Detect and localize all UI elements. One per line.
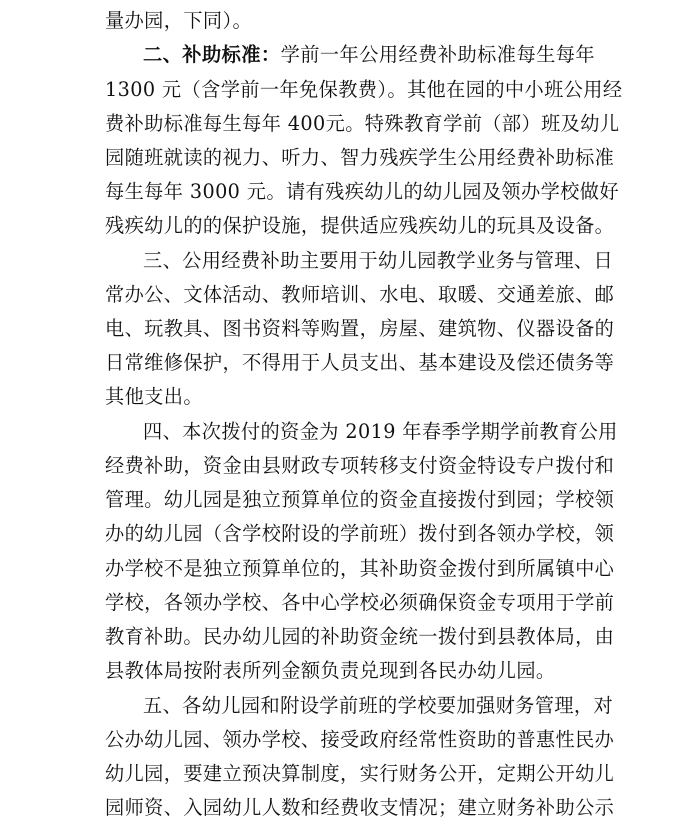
text-line: 县教体局按附表所列金额负责兑现到各民办幼儿园。 [105, 654, 595, 688]
text-line: 每生每年 3000 元。请有残疾幼儿的幼儿园及领办学校做好 [105, 175, 595, 209]
text-line: 经费补助，资金由县财政专项转移支付资金特设专户拨付和 [105, 449, 595, 483]
paragraph-subsidy-standard [105, 38, 595, 243]
text-line: 园师资、入园幼儿人数和经费收支情况；建立财务补助公示 [105, 791, 595, 825]
text-line: 公办幼儿园、领办学校、接受政府经常性资助的普惠性民办 [105, 723, 595, 757]
section-heading: 二、补助标准： [143, 43, 281, 66]
text-line: 量办园，下同）。 [105, 4, 595, 38]
text-line: 其他支出。 [105, 380, 595, 414]
text-line: 四、本次拨付的资金为 2019 年春季学期学前教育公用 [105, 415, 595, 449]
text-line: 幼儿园，要建立预决算制度，实行财务公开，定期公开幼儿 [105, 757, 595, 791]
text-line: 园随班就读的视力、听力、智力残疾学生公用经费补助标准 [105, 141, 595, 175]
text-line: 五、各幼儿园和附设学前班的学校要加强财务管理，对 [105, 689, 595, 723]
text-line: 教育补助。民办幼儿园的补助资金统一拨付到县教体局，由 [105, 620, 595, 654]
paragraph-fund-usage [105, 244, 595, 415]
text-line: 电、玩教具、图书资料等购置，房屋、建筑物、仪器设备的 [105, 312, 595, 346]
paragraph-financial-management [105, 689, 595, 825]
text-line: 残疾幼儿的的保护设施，提供适应残疾幼儿的玩具及设备。 [105, 209, 595, 243]
text-line: 日常维修保护，不得用于人员支出、基本建设及偿还债务等 [105, 346, 595, 380]
text-line-content: 学前一年公用经费补助标准每生每年 [281, 43, 595, 66]
text-line: 管理。幼儿园是独立预算单位的资金直接拨付到园；学校领 [105, 483, 595, 517]
text-line: 1300 元（含学前一年免保教费）。其他在园的中小班公用经 [105, 73, 595, 107]
text-line: 三、公用经费补助主要用于幼儿园教学业务与管理、日 [105, 244, 595, 278]
paragraph-fund-allocation [105, 415, 595, 689]
text-line: 学校，各领办学校、各中心学校必须确保资金专项用于学前 [105, 586, 595, 620]
text-line: 办的幼儿园（含学校附设的学前班）拨付到各领办学校，领 [105, 517, 595, 551]
text-line [105, 38, 595, 72]
text-line: 费补助标准每生每年 400元。特殊教育学前（部）班及幼儿 [105, 107, 595, 141]
text-line: 常办公、文体活动、教师培训、水电、取暖、交通差旅、邮 [105, 278, 595, 312]
document-page [105, 0, 595, 825]
paragraph-continuation [105, 4, 595, 38]
text-line: 办学校不是独立预算单位的，其补助资金拨付到所属镇中心 [105, 552, 595, 586]
